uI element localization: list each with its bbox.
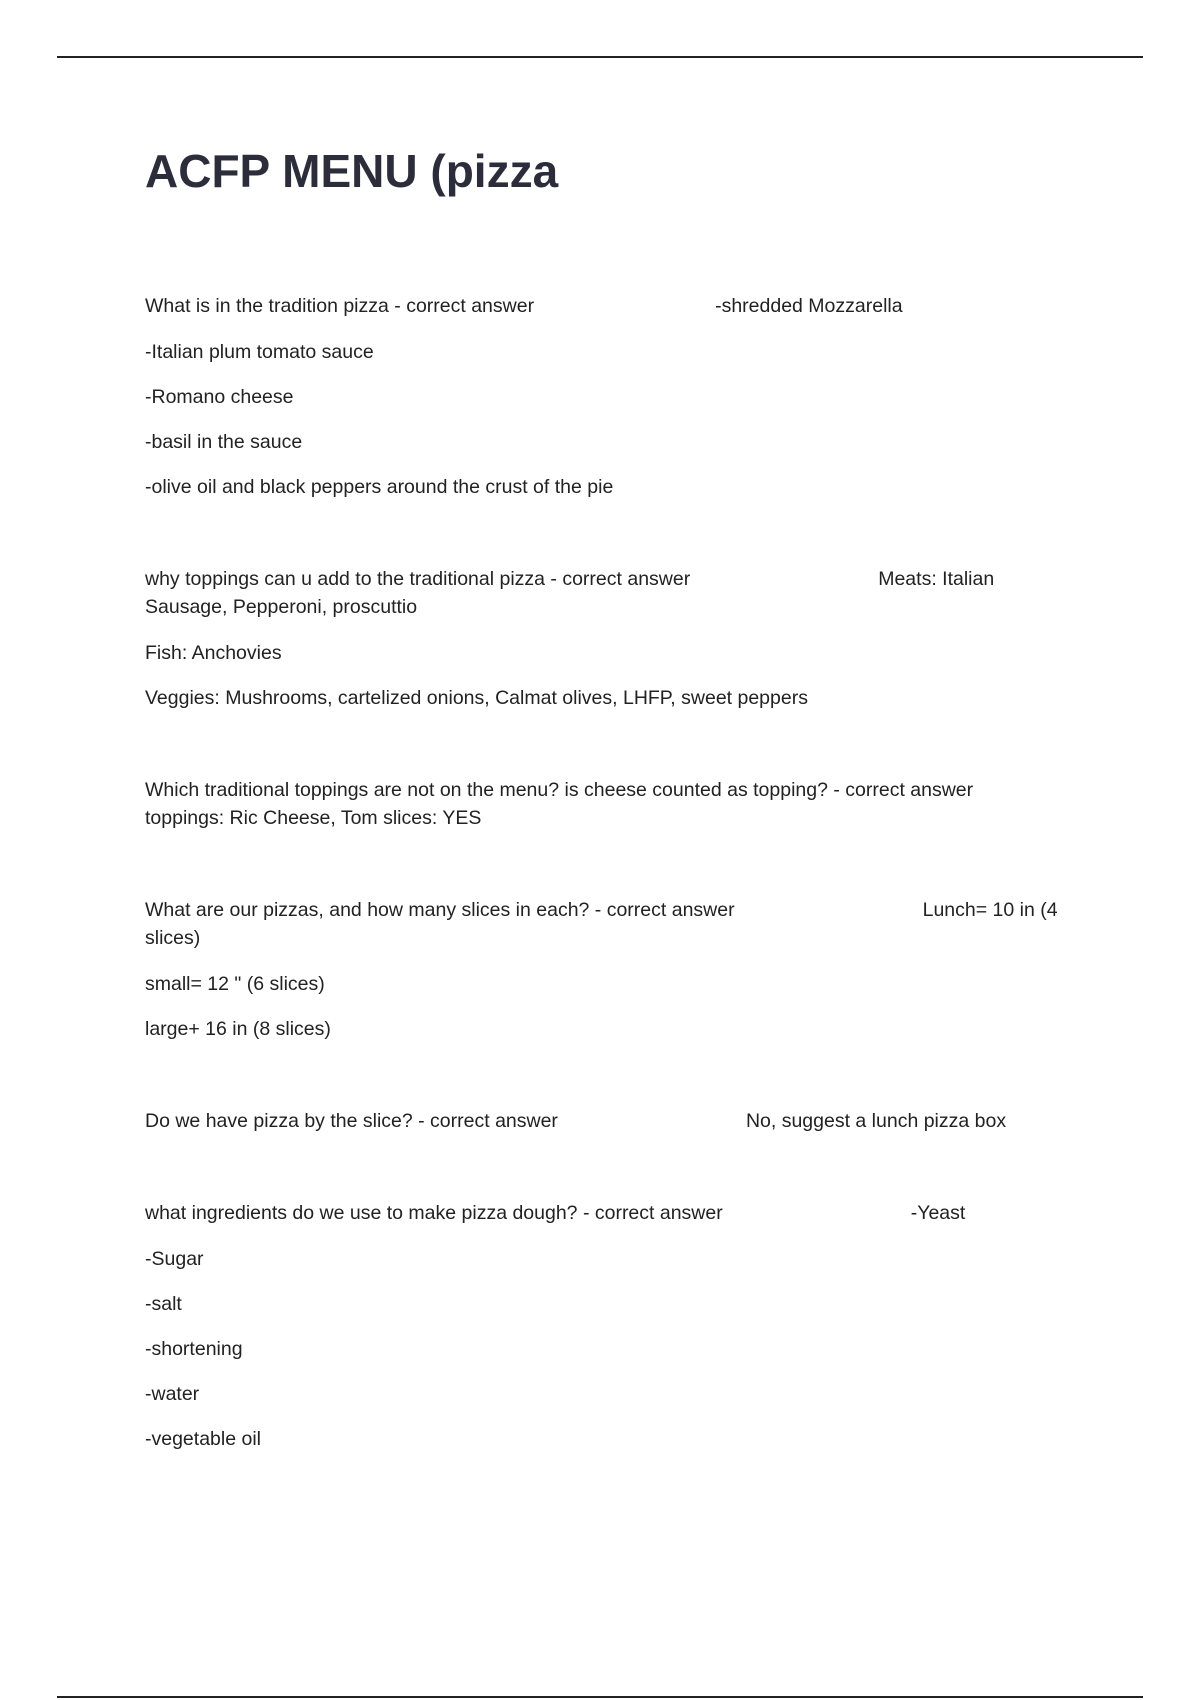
answer-item: -olive oil and black peppers around the crust of the pie bbox=[145, 476, 614, 498]
answer-item: -Italian plum tomato sauce bbox=[145, 341, 374, 363]
answer-item: -vegetable oil bbox=[145, 1428, 261, 1450]
flashcard-list bbox=[145, 292, 1075, 1453]
qa-block bbox=[145, 1199, 1075, 1453]
question-line bbox=[145, 776, 1075, 832]
question-text: What are our pizzas, and how many slices in each? - correct answer bbox=[145, 899, 735, 921]
answer-item: -water bbox=[145, 1383, 200, 1405]
answer-first: Lunch= 10 in (4 slices) bbox=[145, 899, 1058, 949]
question-text: Which traditional toppings are not on the menu? is cheese counted as topping? - correct answer bbox=[145, 779, 974, 801]
answer-item: -salt bbox=[145, 1293, 182, 1315]
answer-item: Fish: Anchovies bbox=[145, 642, 282, 664]
answer-item: Veggies: Mushrooms, cartelized onions, Calmat olives, LHFP, sweet peppers bbox=[145, 687, 808, 709]
qa-block bbox=[145, 896, 1075, 1043]
answer-first: No, suggest a lunch pizza box bbox=[745, 1110, 1007, 1132]
question-text: What is in the tradition pizza - correct answer bbox=[145, 295, 535, 317]
qa-block bbox=[145, 776, 1075, 832]
answer-item: large+ 16 in (8 slices) bbox=[145, 1018, 331, 1040]
answer-item: -Sugar bbox=[145, 1248, 204, 1270]
answer-first: toppings: Ric Cheese, Tom slices: YES bbox=[145, 807, 482, 829]
question-text: Do we have pizza by the slice? - correct answer bbox=[145, 1110, 558, 1132]
question-text: what ingredients do we use to make pizza dough? - correct answer bbox=[145, 1202, 723, 1224]
question-line bbox=[145, 1107, 1075, 1135]
top-divider bbox=[57, 56, 1143, 58]
question-line bbox=[145, 1199, 1075, 1227]
qa-block bbox=[145, 292, 1075, 501]
question-line bbox=[145, 565, 1075, 621]
qa-block bbox=[145, 1107, 1075, 1135]
answer-item: -shortening bbox=[145, 1338, 243, 1360]
qa-block bbox=[145, 565, 1075, 712]
question-line bbox=[145, 896, 1075, 952]
answer-item: -Romano cheese bbox=[145, 386, 294, 408]
answer-first: -Yeast bbox=[910, 1202, 966, 1224]
answer-first: -shredded Mozzarella bbox=[715, 295, 903, 317]
answer-item: -basil in the sauce bbox=[145, 431, 303, 453]
answer-first: Meats: Italian Sausage, Pepperoni, proscuttio bbox=[145, 568, 995, 618]
question-line bbox=[145, 292, 1075, 320]
page-title: ACFP MENU (pizza bbox=[145, 145, 559, 197]
bottom-divider bbox=[57, 1696, 1143, 1698]
question-text: why toppings can u add to the traditional pizza - correct answer bbox=[145, 568, 691, 590]
answer-item: small= 12 " (6 slices) bbox=[145, 973, 325, 995]
